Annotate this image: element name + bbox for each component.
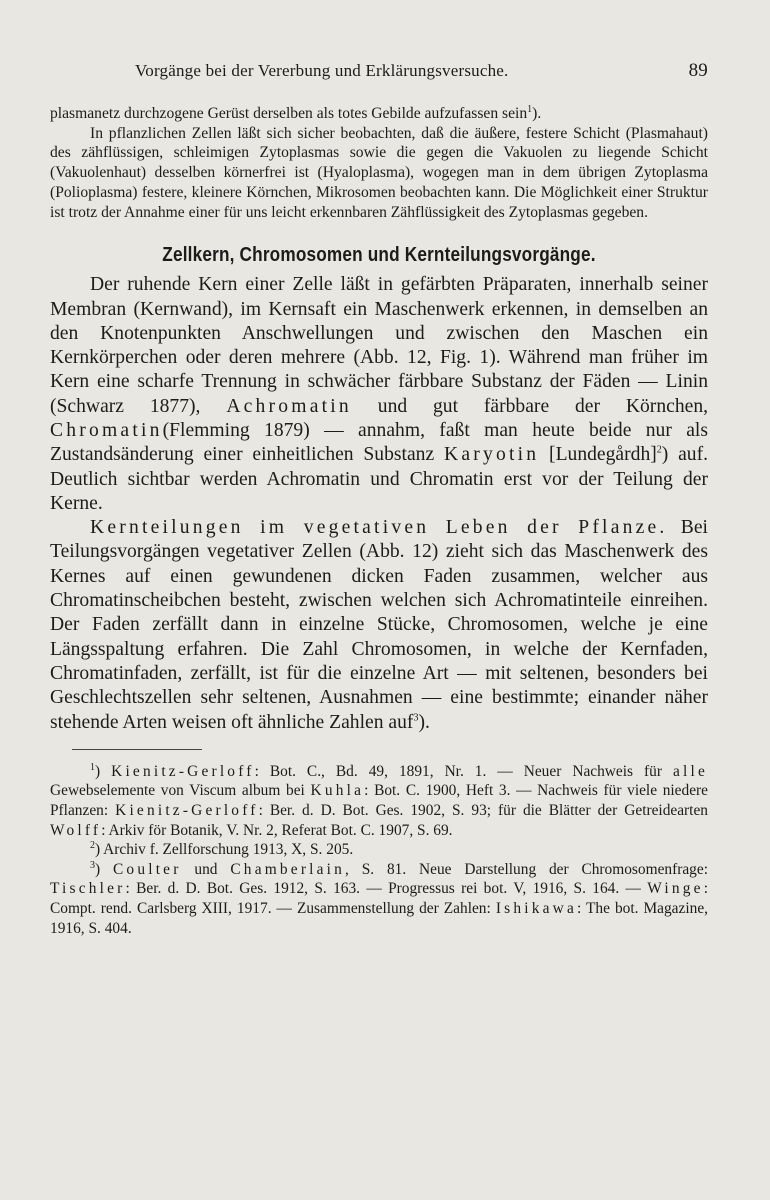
footnote-1 [50,762,708,840]
p1-part-a: Der ruhende Kern einer Zelle läßt in gefärbten Präparaten, innerhalb seiner Membran (Kernwand), im Kernsaft ein Maschenwerk erkennen, in demselben an den Knotenpunkten Anschwellungen und zwischen den Maschen ein Kernkörperchen oder deren mehrere (Abb. 12, Fig. 1). Während man früher im Kern eine scharfe Trennung in schwächer färbbare Substanz der Fäden — Linin (Schwarz 1877), [50,274,708,417]
p1-part-b: und gut färbbare der Körnchen, [377,395,709,417]
footnotes [50,762,708,938]
p1-part-c: (Flemming 1879) — annahm, faßt man heute beide nur als Zustandsänderung einer einheitlichen Substanz [50,420,708,466]
footnote-3-mark: 3 [90,859,95,871]
section-paragraph-1 [50,273,708,516]
intro-text [50,104,708,222]
author-coulter: Coulter [112,860,182,878]
intro-p1-end: ). [532,105,542,122]
author-chamberlain: Chamberlain [230,860,346,878]
fn3-part-e: : The bot. Magazine, 1916, S. 404. [50,900,708,937]
p1-part-e: ) auf. Deutlich sichtbar werden Achromatin und Chromatin erst vor der Teilung der Kerne. [50,444,709,514]
footnote-ref-1[interactable]: 1 [527,103,533,115]
intro-paragraph-2: In pflanzlichen Zellen läßt sich sicher beobachten, daß die äußere, festere Schicht (Plasmahaut) des zähflüssigen, schleimigen Zytoplasmas sowie die gegen die Vakuolen zu liegende Schicht (Vakuolenhaut) desselben körnerfrei ist (Hyaloplasma), wogegen man in dem übrigen Zytoplasma (Polioplasma) festere, kleinere Körnchen, Mikrosomen beobachten kann. Die Möglichkeit einer Struktur ist trotz der Annahme einer für uns leicht erkennbaren Zähflüssigkeit des Zytoplasmas gegeben. [50,124,708,221]
term-chromatin: Chromatin [50,420,163,441]
author-winge: Winge [647,880,704,898]
author-kienitz-gerloff-2: Kienitz-Gerloff [115,802,259,820]
fn1-part-e: : Ber. d. D. Bot. Ges. 1902, S. 93; für die Blätter der Getreidearten [258,802,708,820]
fn3-und: und [194,860,218,878]
page-number: 89 [688,60,708,81]
intro-paragraph-1 [50,104,708,124]
running-title: Vorgänge bei der Vererbung und Erklärungsversuche. [135,61,509,80]
p2-text: Bei Teilungsvorgängen vegetativer Zellen (Abb. 12) zieht sich das Maschenwerk des Kernes auf einen gewundenen dicken Faden zusammen, welcher aus Chromatinscheibchen besteht, zwischen welchen sich Achromatinteile einreihen. Der Faden zerfällt dann in einzelne Stücke, Chromosomen, welche je eine Längsspaltung erfahren. Die Zahl Chromosomen, in welche der Kernfaden, Chromatinfaden, zerfällt, ist für die einzelne Art — mit seltenen, besonders bei Geschlechtszellen sehr seltenen, Ausnahmen — eine bestimmte; einander näher stehende Arten weisen oft ähnliche Zahlen auf [50,517,708,733]
footnote-divider [72,749,202,750]
footnote-2 [50,840,708,860]
author-ishikawa: Ishikawa [495,900,577,918]
section-heading: Zellkern, Chromosomen und Kernteilungsvorgänge. [162,244,596,267]
footnote-2-mark: 2 [90,840,95,852]
intro-p1-text: plasmanetz durchzogene Gerüst derselben als totes Gebilde aufzufassen sein [50,105,528,122]
section-paragraph-2 [50,516,708,735]
running-head [50,60,708,82]
fn3-part-a: ) [95,860,113,878]
section-body [50,273,708,735]
term-karyotin: Karyotin [443,444,540,466]
fn1-part-d: : Bot. C. 1900, Heft 3. — Nachweis für viele niedere Pflanzen: [50,782,708,820]
author-tischler: Tischler [50,880,126,898]
emph-alle: alle [672,762,708,780]
author-kuhla: Kuhla [310,782,365,800]
fn1-part-c: Gewebselemente von Viscum album bei [50,782,305,800]
fn1-part-f: : Arkiv för Botanik, V. Nr. 2, Referat Bot. C. 1907, S. 69. [101,821,453,839]
p2-end: ). [418,711,430,733]
fn3-part-b: , S. 81. Neue Darstellung der Chromosomenfrage: [345,860,708,878]
fn2-text: ) Archiv f. Zellforschung 1913, X, S. 205. [95,841,354,859]
subsection-title: Kernteilungen im vegetativen Leben der Pflanze. [90,517,668,539]
footnote-ref-2[interactable]: 2 [656,444,662,456]
footnote-ref-3[interactable]: 3 [413,712,419,724]
term-achromatin: Achromatin [226,395,352,417]
fn3-part-d: : Compt. rend. Carlsberg XIII, 1917. — Zusammenstellung der Zahlen: [50,880,708,918]
fn1-part-b: : Bot. C., Bd. 49, 1891, Nr. 1. — Neuer Nachweis für [254,762,662,780]
p1-part-d: [Lundegårdh] [549,444,657,466]
fn3-part-c: : Ber. d. D. Bot. Ges. 1912, S. 163. — Progressus rei bot. V, 1916, S. 164. — [125,880,641,898]
footnote-1-mark: 1 [90,761,95,773]
author-wolff: Wolff [50,821,102,839]
footnote-3 [50,860,708,938]
author-kienitz-gerloff: Kienitz-Gerloff [111,762,255,780]
fn1-part-a: ) [95,762,112,780]
